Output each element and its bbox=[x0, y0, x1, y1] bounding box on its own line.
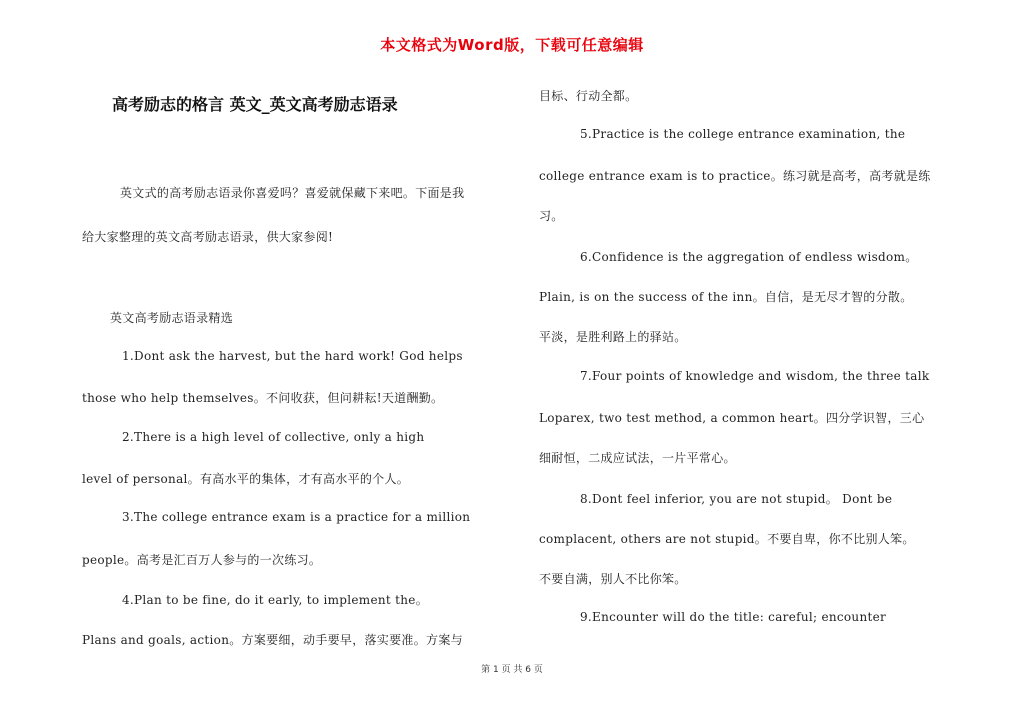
document-title: 高考励志的格言 英文_英文高考励志语录 bbox=[112, 95, 398, 114]
paragraph-line: Loparex, two test method, a common heart。四分学识智，三心 bbox=[539, 411, 925, 425]
paragraph-line: 给大家整理的英文高考励志语录，供大家参阅! bbox=[82, 230, 334, 244]
paragraph-line: college entrance exam is to practice。练习就是高考，高考就是练 bbox=[539, 169, 931, 183]
paragraph-line: those who help themselves。不问收获，但问耕耘!天道酬勤。 bbox=[82, 391, 444, 405]
paragraph-line: 8.Dont feel inferior, you are not stupid。 Dont be bbox=[580, 492, 893, 506]
paragraph-line: 1.Dont ask the harvest, but the hard work! God helps bbox=[122, 349, 463, 363]
paragraph-line: people。高考是汇百万人参与的一次练习。 bbox=[82, 553, 322, 567]
download-banner: 本文格式为Word版，下载可任意编辑 bbox=[380, 36, 644, 54]
paragraph-line: 5.Practice is the college entrance examination, the bbox=[580, 127, 906, 141]
paragraph-line: 2.There is a high level of collective, only a high bbox=[122, 430, 425, 444]
paragraph-line: 9.Encounter will do the title: careful; encounter bbox=[580, 610, 887, 624]
paragraph-line: 目标、行动全都。 bbox=[539, 89, 638, 103]
paragraph-line: 英文式的高考励志语录你喜爱吗？喜爱就保藏下来吧。下面是我 bbox=[120, 186, 465, 200]
paragraph-line: Plain, is on the success of the inn。自信，是无尽才智的分散。 bbox=[539, 290, 913, 304]
paragraph-line: 不要自满，别人不比你笨。 bbox=[539, 572, 687, 586]
paragraph-line: complacent, others are not stupid。不要自卑，你不比别人笨。 bbox=[539, 532, 915, 546]
paragraph-line: 习。 bbox=[539, 209, 564, 223]
paragraph-line: 3.The college entrance exam is a practice for a million bbox=[122, 510, 471, 524]
page-number: 第 1 页 共 6 页 bbox=[481, 665, 543, 675]
paragraph-line: 7.Four points of knowledge and wisdom, the three talk bbox=[580, 369, 930, 383]
paragraph-line: 4.Plan to be fine, do it early, to implement the。 bbox=[122, 593, 428, 607]
section-heading: 英文高考励志语录精选 bbox=[110, 311, 234, 325]
paragraph-line: 细耐恒，二成应试法，一片平常心。 bbox=[539, 451, 736, 465]
paragraph-line: 平淡，是胜利路上的驿站。 bbox=[539, 330, 687, 344]
paragraph-line: Plans and goals, action。方案要细，动手要早，落实要准。方案与 bbox=[82, 633, 463, 647]
paragraph-line: level of personal。有高水平的集体，才有高水平的个人。 bbox=[82, 472, 410, 486]
paragraph-line: 6.Confidence is the aggregation of endless wisdom。 bbox=[580, 250, 918, 264]
